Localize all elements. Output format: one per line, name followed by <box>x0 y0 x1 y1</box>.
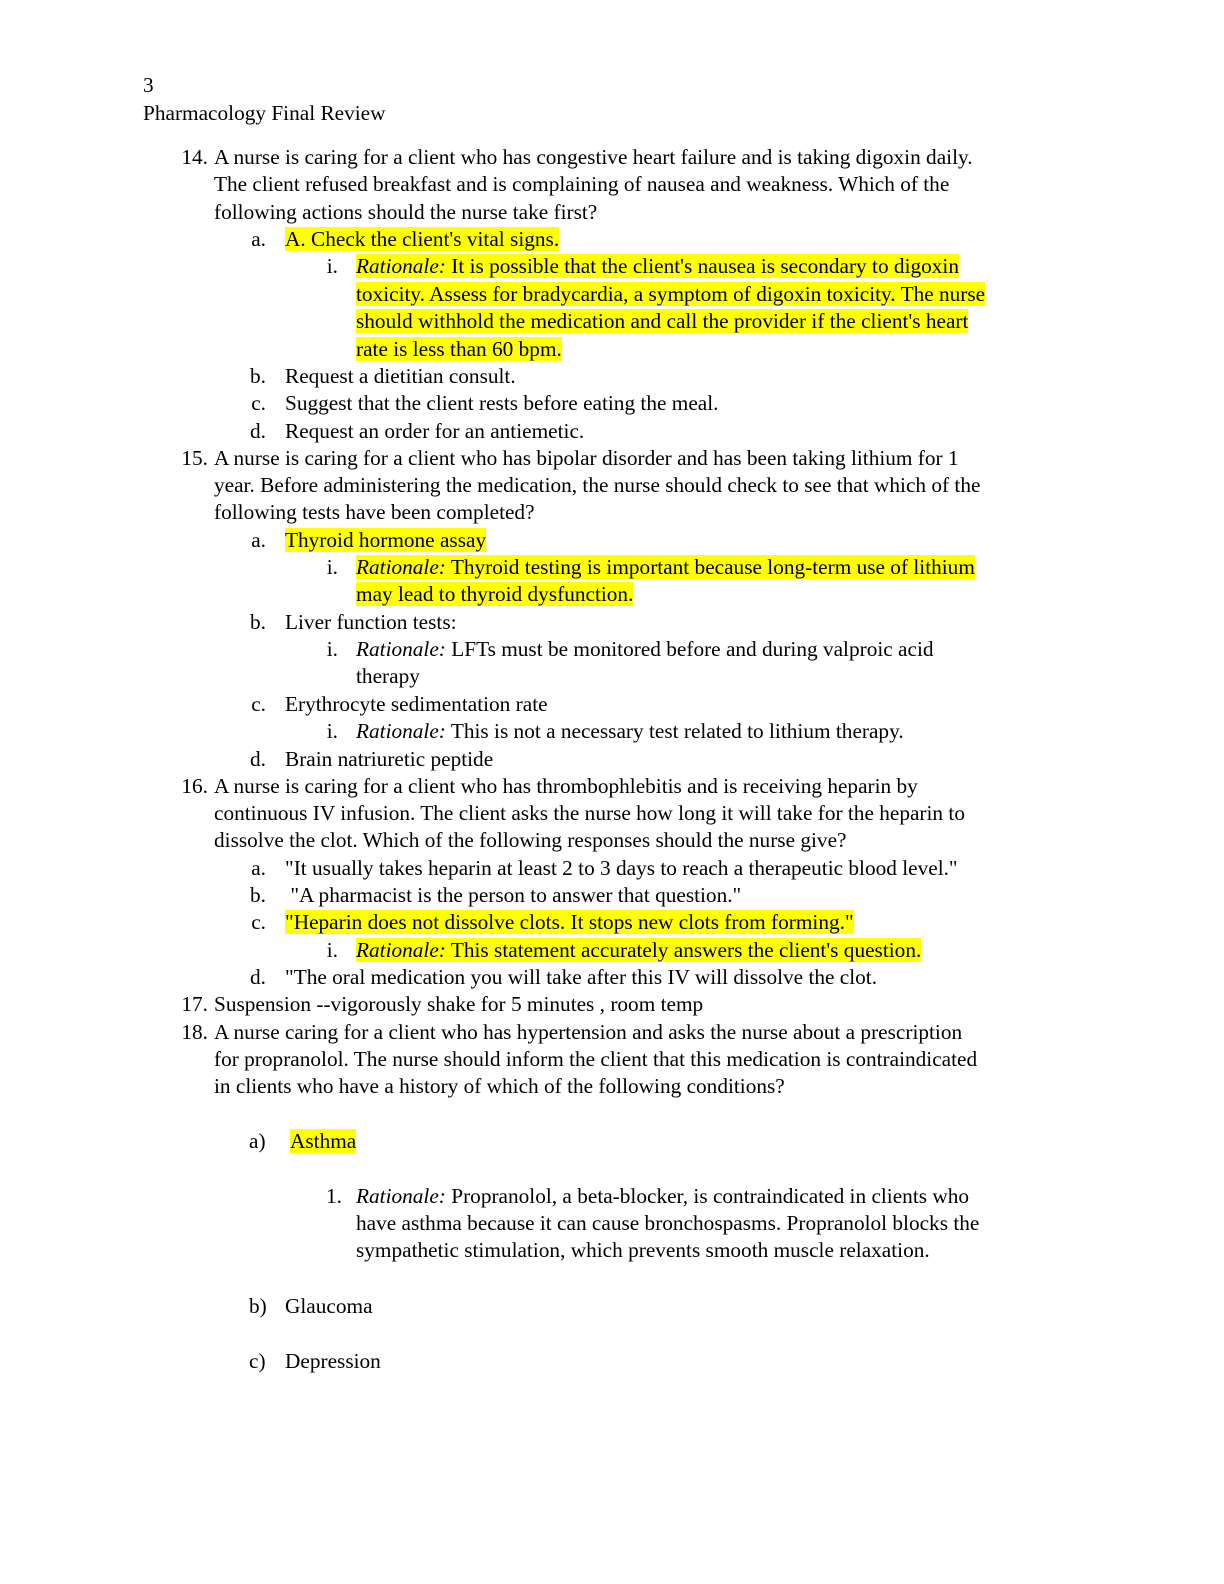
option-marker: c. <box>251 391 266 415</box>
question-text-line: A nurse caring for a client who has hypertension and asks the nurse about a prescription <box>214 1020 963 1044</box>
rationale-line: Rationale: This statement accurately answers the client's question. <box>356 938 922 962</box>
question-text-line: A nurse is caring for a client who has thrombophlebitis and is receiving heparin by <box>214 774 918 798</box>
page-number: 3 <box>143 73 154 97</box>
rationale-line: Rationale: This is not a necessary test related to lithium therapy. <box>356 719 904 743</box>
question-number: 15. <box>181 446 208 470</box>
rationale-line: Rationale: LFTs must be monitored before and during valproic acid <box>356 637 934 661</box>
rationale-line: toxicity. Assess for bradycardia, a symptom of digoxin toxicity. The nurse <box>356 282 986 306</box>
question-text-line: continuous IV infusion. The client asks the nurse how long it will take for the heparin to <box>214 801 965 825</box>
option-a-correct <box>285 527 486 554</box>
option-c: Erythrocyte sedimentation rate <box>285 692 548 716</box>
question-number: 18. <box>181 1020 208 1044</box>
option-marker: c. <box>251 910 266 934</box>
option-c: Suggest that the client rests before eating the meal. <box>285 391 719 415</box>
question-number: 16. <box>181 774 208 798</box>
option-a-correct <box>290 1128 356 1155</box>
option-a: "It usually takes heparin at least 2 to 3 days to reach a therapeutic blood level." <box>285 856 958 880</box>
highlighted-answer: Thyroid hormone assay <box>285 528 487 552</box>
highlighted-answer: "Heparin does not dissolve clots. It stops new clots from forming." <box>285 910 854 934</box>
option-marker: a) <box>249 1129 266 1153</box>
highlighted-answer: A. Check the client's vital signs. <box>285 227 560 251</box>
option-d: Request an order for an antiemetic. <box>285 419 585 443</box>
question-text-line: for propranolol. The nurse should inform the client that this medication is contraindicated <box>214 1047 978 1071</box>
question-text-line: dissolve the clot. Which of the following responses should the nurse give? <box>214 828 847 852</box>
option-marker: a. <box>251 227 266 251</box>
rationale-line: may lead to thyroid dysfunction. <box>356 582 634 606</box>
question-text-line: Suspension --vigorously shake for 5 minutes , room temp <box>214 992 704 1016</box>
option-marker: d. <box>250 419 266 443</box>
option-marker: b. <box>250 364 266 388</box>
rationale-marker: i. <box>326 555 338 579</box>
option-b: "A pharmacist is the person to answer that question." <box>285 883 742 907</box>
rationale-line: sympathetic stimulation, which prevents smooth muscle relaxation. <box>356 1238 930 1262</box>
option-marker: b) <box>249 1294 267 1318</box>
rationale-line: have asthma because it can cause bronchospasms. Propranolol blocks the <box>356 1211 980 1235</box>
option-c: Depression <box>285 1349 381 1373</box>
question-text-line: A nurse is caring for a client who has congestive heart failure and is taking digoxin daily. <box>214 145 973 169</box>
rationale-line: should withhold the medication and call the provider if the client's heart <box>356 309 969 333</box>
rationale-line: therapy <box>356 664 420 688</box>
rationale-marker: i. <box>326 254 338 278</box>
rationale-marker: i. <box>326 637 338 661</box>
option-marker: d. <box>250 965 266 989</box>
option-marker: b. <box>250 883 266 907</box>
question-number: 14. <box>181 145 208 169</box>
question-number: 17. <box>181 992 208 1016</box>
option-marker: c. <box>251 692 266 716</box>
question-text-line: A nurse is caring for a client who has bipolar disorder and has been taking lithium for 1 <box>214 446 959 470</box>
option-marker: b. <box>250 610 266 634</box>
option-marker: d. <box>250 747 266 771</box>
document-title: Pharmacology Final Review <box>143 101 386 125</box>
question-text-line: year. Before administering the medication, the nurse should check to see that which of the <box>214 473 981 497</box>
rationale-line: Rationale: Thyroid testing is important because long-term use of lithium <box>356 555 975 579</box>
rationale-line: Rationale: It is possible that the client's nausea is secondary to digoxin <box>356 254 959 278</box>
rationale-marker: i. <box>326 719 338 743</box>
rationale-label: Rationale: <box>356 637 446 661</box>
question-text-line: following actions should the nurse take first? <box>214 200 598 224</box>
option-marker: c) <box>249 1349 266 1373</box>
rationale-label: Rationale: <box>356 938 446 962</box>
rationale-marker: 1. <box>326 1184 342 1208</box>
option-a-correct <box>285 226 559 253</box>
question-text-line: in clients who have a history of which of the following conditions? <box>214 1074 785 1098</box>
rationale-label: Rationale: <box>356 719 446 743</box>
option-c-correct <box>285 909 854 936</box>
option-b: Liver function tests: <box>285 610 457 634</box>
rationale-line: Rationale: Propranolol, a beta-blocker, is contraindicated in clients who <box>356 1184 970 1208</box>
rationale-line: rate is less than 60 bpm. <box>356 337 562 361</box>
option-b: Glaucoma <box>285 1294 373 1318</box>
rationale-marker: i. <box>326 938 338 962</box>
option-marker: a. <box>251 856 266 880</box>
question-text-line: following tests have been completed? <box>214 500 535 524</box>
rationale-label: Rationale: <box>356 1184 446 1208</box>
rationale-label: Rationale: <box>356 254 446 278</box>
option-b: Request a dietitian consult. <box>285 364 516 388</box>
option-marker: a. <box>251 528 266 552</box>
option-d: "The oral medication you will take after this IV will dissolve the clot. <box>285 965 878 989</box>
highlighted-answer: Asthma <box>290 1129 357 1153</box>
rationale-label: Rationale: <box>356 555 446 579</box>
question-text-line: The client refused breakfast and is complaining of nausea and weakness. Which of the <box>214 172 950 196</box>
option-d: Brain natriuretic peptide <box>285 747 494 771</box>
